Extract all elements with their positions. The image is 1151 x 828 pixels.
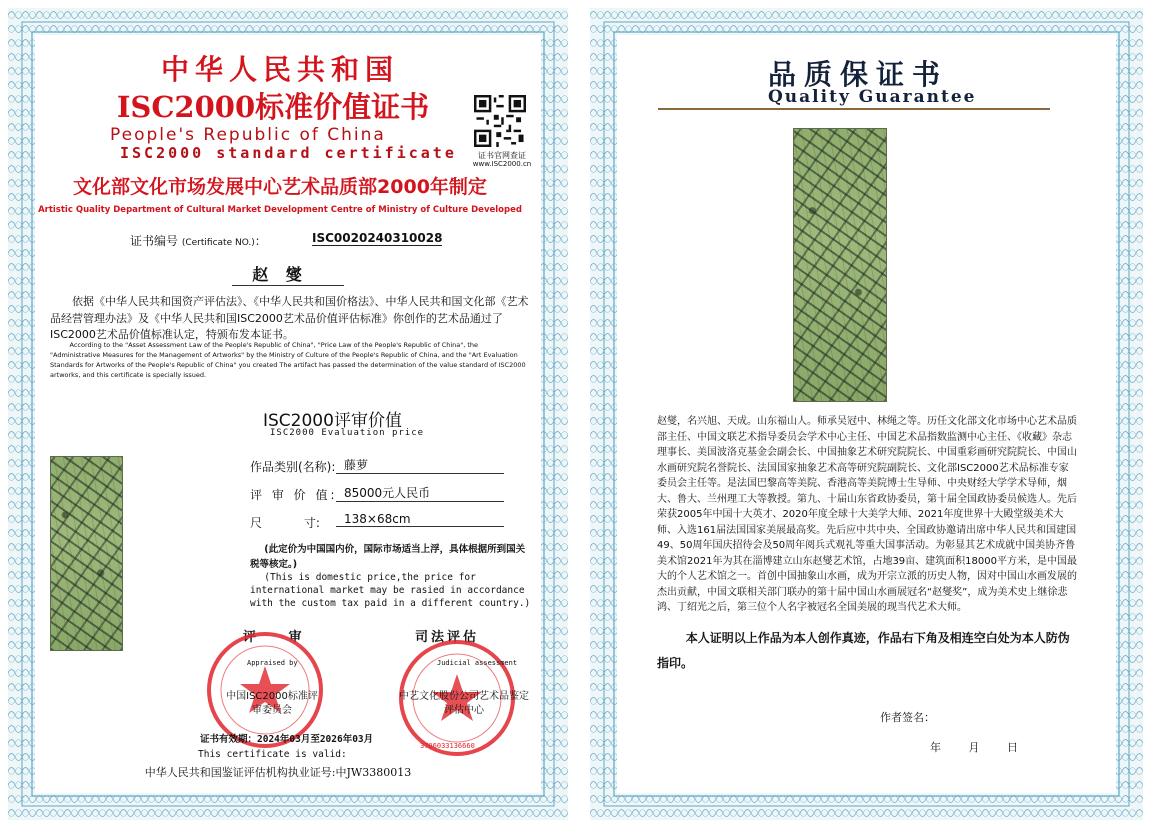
certificate-body-cn: 依据《中华人民共和国资产评估法》、《中华人民共和国价格法》、中华人民共和国文化部《艺术品经营管理办法》及《中华人民共和国ISC2000艺术品价值评估标准》你创作的艺术品通过了ISC2000艺术品价值标准认定，特颁布发本证书。 xyxy=(50,295,529,341)
owner-name: 赵 燮 xyxy=(252,265,308,284)
review-committee-name: 中国ISC2000标准评审委员会 xyxy=(226,691,318,716)
field-label-size: 尺 寸: xyxy=(250,516,320,530)
qr-code-icon[interactable] xyxy=(474,95,526,147)
certificate-label-cn: 证书编号 xyxy=(130,234,179,248)
review-heading: 评 审 xyxy=(243,630,316,645)
date-line: 年 月 日 xyxy=(930,741,1018,754)
certificate-title-cn: 中华人民共和国 xyxy=(160,53,399,86)
artwork-thumbnail xyxy=(50,456,123,651)
judicial-heading: 司法评估 xyxy=(415,630,480,645)
seal-serial-number: 3706033136660 xyxy=(420,742,475,750)
judicial-assessment-label: Judicial assessment xyxy=(437,659,518,667)
certificate-title-en-2: ISC2000 standard certificate xyxy=(120,144,457,162)
qr-caption: 证书官网查证 xyxy=(478,151,526,160)
field-value-size: 138×68cm xyxy=(336,512,504,527)
field-label-value: 评 审 价 值: xyxy=(250,488,338,502)
field-value-price: 85000元人民币 xyxy=(336,484,504,502)
artist-biography: 赵燮，名兴旭、天成。山东福山人。师承吴冠中、林绳之等。历任文化部文化市场中心艺术品质部主任、中国文联艺术指导委员会学术中心主任、中国艺术品指数监测中心主任、《收藏》杂志理事长、美国波洛克基金会副会长、中国抽象艺术研究院院长、中国重彩画研究院院长、中国山水画研究院名誉院长、法国国家抽象艺术高等研究院副院长、文化部ISC2000艺术品标准专家委员会主任等。是法国巴黎高等美院、香港高等美院博士生导师、中央财经大学学术导师，烟大、鲁大、兰州理工大等教授。第九、十届山东省政协委员，第十届全国政协委员候选人。先后荣获2005年中国十大英才、2020年度全球十大美学大师、2021年度世界十大殿堂级美术大师、入选161届法国国家美展最高奖。先后应中共中央、全国政协邀请出席中华人民共和国建国49、50周年国庆招待会及50周年阅兵式观礼等重大国事活动。为彰显其艺术成就中国美协齐鲁美术馆2021年为其在淄博建立山东赵燮艺术馆，占地39亩、建筑面积18000平方米，是中国最大的个人艺术馆之一。首创中国抽象山水画，成为开宗立派的历史人物，因对中国山水画发展的杰出贡献，中国文联相关部门联办的第十届中国山水画展冠名“赵燮奖”，成为美术史上继徐悲鸿、丁绍光之后，第三位个人名字被冠名全国美展的现当代艺术大师。 xyxy=(657,416,1077,613)
certificate-label-colon: ： xyxy=(254,234,267,248)
qr-url: www.ISC2000.cn xyxy=(472,160,532,168)
artwork-image xyxy=(793,128,887,402)
certificate-label-en: (Certificate NO.) xyxy=(181,238,255,248)
validity-en: This certificate is valid: xyxy=(198,749,347,760)
certificate-title-en-1: People's Republic of China xyxy=(110,125,386,145)
owner-underline xyxy=(232,285,344,286)
field-value-category: 藤萝 xyxy=(336,456,504,474)
price-note-en: (This is domestic price,the price for international market may be rasied in accordance with the custom tax paid in a different country.) xyxy=(250,572,531,609)
department-cn: 文化部文化市场发展中心艺术品质部2000年制定 xyxy=(73,176,487,198)
guarantee-title-cn: 品质保证书 xyxy=(768,58,949,91)
authenticity-declaration: 本人证明以上作品为本人创作真迹，作品右下角及相连空白处为本人防伪指印。 xyxy=(657,631,1070,670)
certificate-title-isc: ISC2000标准价值证书 xyxy=(116,90,430,124)
appraised-by-label: Appraised by xyxy=(247,659,298,667)
title-divider xyxy=(658,108,1050,110)
certificate-number-label xyxy=(130,232,267,249)
evaluation-title: ISC2000评审价值 xyxy=(263,411,402,431)
price-note-cn: (此定价为中国国内价，国际市场适当上浮，具体根据所到国关税等核定。) xyxy=(250,544,526,570)
certificate-number: ISC0020240310028 xyxy=(312,231,443,245)
field-label-category: 作品类别(名称): xyxy=(250,460,336,474)
department-en: Artistic Quality Department of Cultural Market Development Centre of Ministry of Culture Developed xyxy=(38,205,522,215)
certificate-body-en: According to the "Asset Assessment Law of the People's Republic of China", "Price Law of the People's Republic of China", the "Administrative Measures for the Management of Artworks" by the Ministry of Culture of the People's Republic of China, and the "Art Evaluation Standards for Artworks of the People's Republic of China" you created The artifact has passed the determination of the value standard of ISC2000 artworks, and this certificate is specially issued. xyxy=(50,341,526,379)
evaluation-subtitle: ISC2000 Evaluation price xyxy=(270,428,425,438)
guarantee-title-en: Quality Guarantee xyxy=(768,87,977,107)
author-signature-label: 作者签名： xyxy=(880,711,935,724)
license-number: 中华人民共和国鉴证评估机构执业证号:中JW3380013 xyxy=(144,766,412,779)
judicial-org-name: 中艺文化股份公司艺术品鉴定评估中心 xyxy=(399,691,529,716)
validity-cn: 证书有效期：2024年03月至2026年03月 xyxy=(200,734,374,745)
